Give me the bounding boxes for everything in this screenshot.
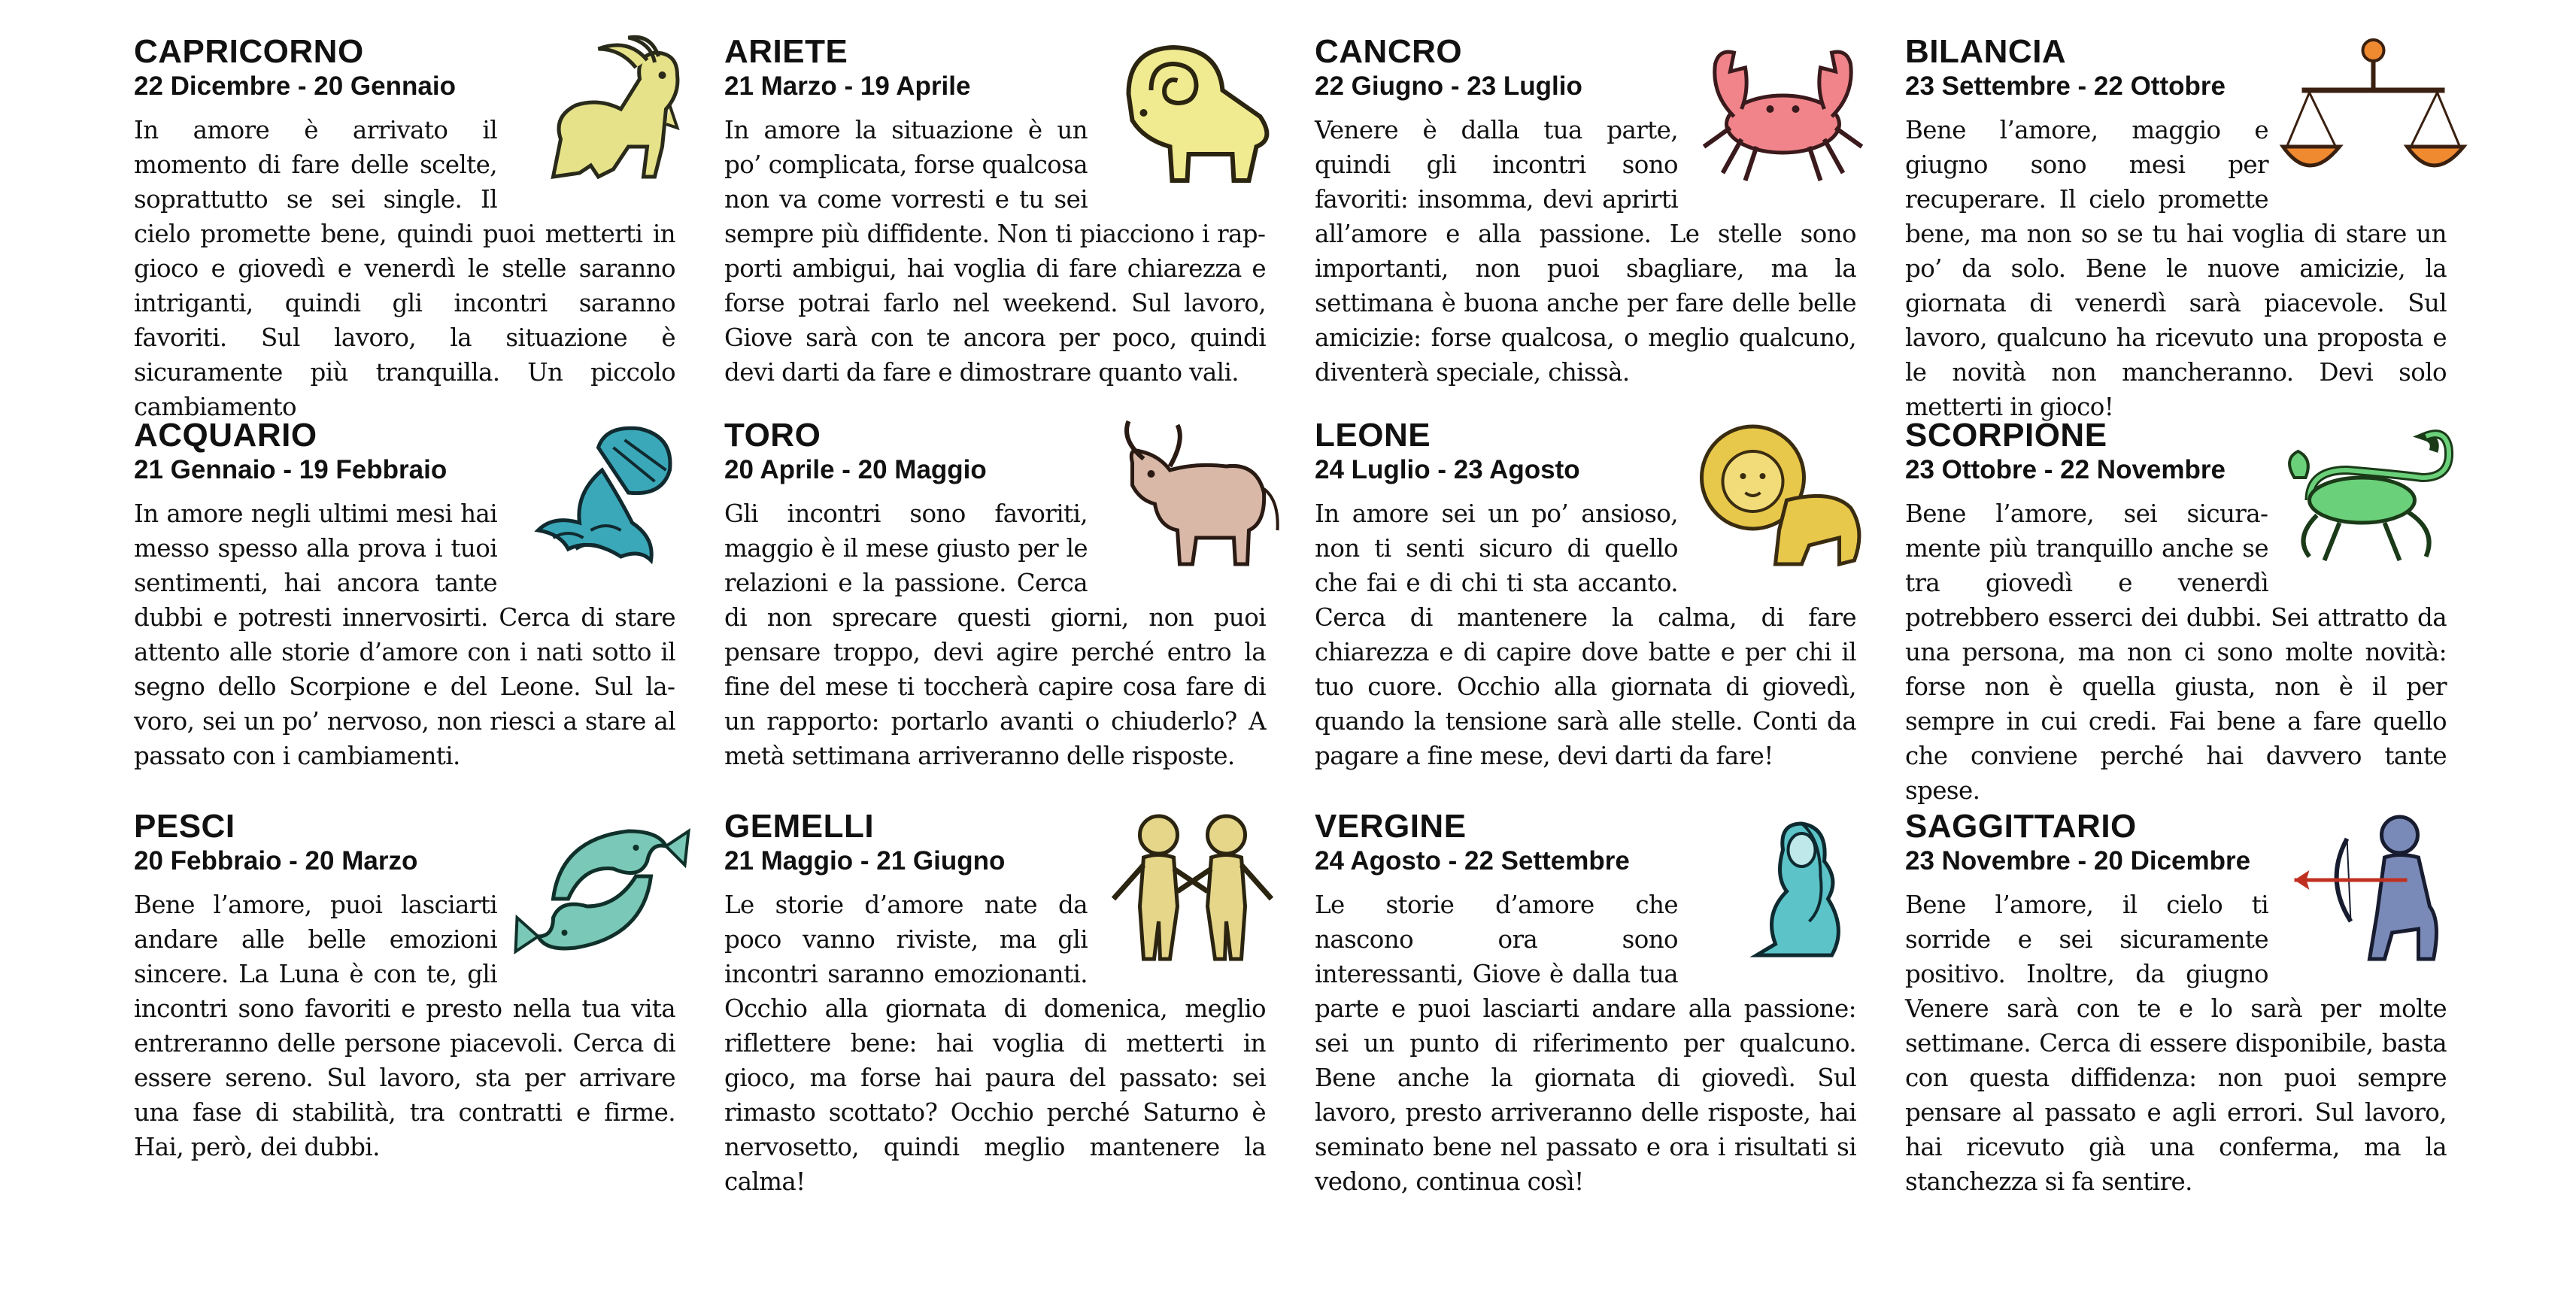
sign-saggittario bbox=[1905, 808, 2447, 1199]
horoscope-grid bbox=[134, 33, 2465, 1199]
sign-title: BILANCIA bbox=[1905, 33, 2067, 70]
sign-dates: 22 Dicembre - 20 Gennaio bbox=[134, 71, 456, 101]
sign-title: SAGGITTARIO bbox=[1905, 808, 2137, 845]
sign-text: Gli incontri sono favoriti, maggio è il mese giusto per le relazioni e la passione. Cerca di non sprecare questi giorni, non puoi pensare troppo, devi agire perché entro la fine del mese ti toccherà capire cosa fare di un rapporto: portarlo avanti o chiuderlo? A metà settimana arriveranno delle risposte. bbox=[724, 499, 1266, 770]
sign-title: ARIETE bbox=[724, 33, 848, 70]
sign-ariete bbox=[724, 33, 1266, 417]
aquarius-icon bbox=[506, 417, 698, 575]
sign-text: Le storie d’amore che nascono ora sono interessanti, Giove è dalla tua parte e puoi lasciarti andare alla passione: sei un punto di riferimento per qualcuno. Bene anche la giornata di giovedì. Sul lavoro, presto arriveranno delle risposte, hai seminato bene nel passato e ora i risultati si vedono, continua così! bbox=[1315, 891, 1856, 1196]
sign-text: Bene l’amore, il cielo ti sorride e sei sicuramente positivo. Inoltre, da giugno Venere sarà con te e lo sarà per molte settimane. Cerca di essere disponibile, basta con questa diffidenza: non puoi sempre pensare al passato e agli errori. Sul lavoro, hai ricevuto già una conferma, ma la stanchezza si fa sentire. bbox=[1905, 891, 2447, 1196]
virgo-icon bbox=[1687, 809, 1879, 967]
sign-title: VERGINE bbox=[1315, 808, 1467, 845]
sign-leone bbox=[1315, 417, 1856, 808]
sign-toro bbox=[724, 417, 1266, 808]
libra-icon bbox=[2277, 34, 2469, 192]
sign-gemelli bbox=[724, 808, 1266, 1199]
sign-text: Venere è dalla tua parte, quindi gli incontri sono favoriti: insomma, devi aprirti all’amore e alla passione. Le stelle sono importanti, non puoi sbagliare, ma la settimana è buona anche per fare delle belle amicizie: forse qualcosa, o meglio qualcuno, diventerà speciale, chissà. bbox=[1315, 116, 1856, 387]
sign-dates: 21 Maggio - 21 Giugno bbox=[724, 846, 1006, 876]
pisces-icon bbox=[506, 809, 698, 967]
sign-title: CAPRICORNO bbox=[134, 33, 364, 70]
sign-text: Le storie d’amore nate da poco vanno riviste, ma gli incontri saranno emozionanti. Occhio alla giornata di domenica, meglio riflettere bene: hai voglia di metterti in gioco, ma forse hai paura del passato: sei rimasto scottato? Occhio perché Saturno è nervosetto, quindi meglio mantenere la calma! bbox=[724, 891, 1266, 1196]
sign-text: Bene l’amore, maggio e giugno sono mesi per recuperare. Il cielo promette bene, ma non so se tu hai voglia di stare un po’ da solo. Bene le nuove amicizie, la giornata di venerdì sarà piacevole. Sul lavoro, qualcuno ha ricevuto una proposta e le novità non mancheranno. Devi solo metterti in gioco! bbox=[1905, 116, 2447, 421]
sign-title: CANCRO bbox=[1315, 33, 1463, 70]
scorpio-icon bbox=[2277, 417, 2469, 575]
sign-scorpione bbox=[1905, 417, 2447, 808]
sign-dates: 21 Gennaio - 19 Febbraio bbox=[134, 455, 448, 484]
sign-title: ACQUARIO bbox=[134, 417, 317, 454]
sagittarius-icon bbox=[2277, 809, 2469, 967]
taurus-icon bbox=[1097, 417, 1288, 575]
sign-dates: 23 Novembre - 20 Dicembre bbox=[1905, 846, 2251, 876]
sign-text: In amore è arrivato il momento di fare delle scelte, soprattutto se sei single. Il cielo promette bene, quindi puoi metterti in gioco e giovedì e venerdì le stelle saranno intriganti, quindi gli incontri saranno favoriti. Sul lavoro, la situazione è sicuramente più tranquilla. Un piccolo cambiamento bbox=[134, 116, 675, 421]
sign-acquario bbox=[134, 417, 675, 808]
sign-title: SCORPIONE bbox=[1905, 417, 2107, 454]
sign-capricorno bbox=[134, 33, 675, 421]
sign-dates: 21 Marzo - 19 Aprile bbox=[724, 71, 971, 101]
sign-dates: 23 Settembre - 22 Ottobre bbox=[1905, 71, 2226, 101]
sign-vergine bbox=[1315, 808, 1856, 1199]
sign-text: Bene l’amore, sei sicuramente più tranquillo anche se tra giovedì e venerdì potrebbero esserci dei dubbi. Sei attratto da una persona, ma non ci sono molte novità: forse non è quella giusta, non è il per sempre in cui credi. Fai bene a fare quello che conviene perché hai davvero tante spese. bbox=[1905, 499, 2447, 805]
cancer-icon bbox=[1687, 34, 1879, 192]
sign-text: In amore la situazione è un po’ complicata, forse qualcosa non va come vorresti e tu sei sempre più diffidente. Non ti piacciono i rapporti ambigui, hai voglia di fare chiarezza e forse potrai farlo nel weekend. Sul lavoro, Giove sarà con te ancora per poco, quindi devi darti da fare e dimostrare quanto vali. bbox=[724, 116, 1266, 387]
capricorn-icon bbox=[506, 34, 698, 192]
sign-title: GEMELLI bbox=[724, 808, 875, 845]
sign-dates: 22 Giugno - 23 Luglio bbox=[1315, 71, 1582, 101]
sign-pesci bbox=[134, 808, 675, 1199]
sign-title: LEONE bbox=[1315, 417, 1431, 454]
sign-title: TORO bbox=[724, 417, 821, 454]
gemini-icon bbox=[1097, 809, 1288, 967]
sign-cancro bbox=[1315, 33, 1856, 417]
sign-title: PESCI bbox=[134, 808, 235, 845]
sign-dates: 23 Ottobre - 22 Novembre bbox=[1905, 455, 2226, 484]
sign-text: In amore negli ultimi mesi hai messo spesso alla prova i tuoi sentimenti, hai ancora tante dubbi e potresti innervosirti. Cerca di stare attento alle storie d’amore con i nati sotto il segno dello Scorpione e del Leone. Sul lavoro, sei un po’ nervoso, non riesci a stare al passato con i cambiamenti. bbox=[134, 499, 675, 770]
sign-text: Bene l’amore, puoi lasciarti andare alle belle emozioni sincere. La Luna è con te, gli incontri sono favoriti e presto nella tua vita entreranno delle persone piacevoli. Cerca di essere sereno. Sul lavoro, sta per arrivare una fase di stabilità, tra contratti e firme. Hai, però, dei dubbi. bbox=[134, 891, 675, 1161]
sign-bilancia bbox=[1905, 33, 2447, 421]
aries-icon bbox=[1097, 34, 1288, 192]
sign-dates: 20 Aprile - 20 Maggio bbox=[724, 455, 987, 484]
sign-text: In amore sei un po’ ansioso, non ti senti sicuro di quello che fai e di chi ti sta accanto. Cerca di mantenere la calma, di fare chiarezza e di capire dove batte e per chi il tuo cuore. Occhio alla giornata di giovedì, quando la tensione sarà alle stelle. Conti da pagare a fine mese, devi darti da fare! bbox=[1315, 499, 1856, 770]
sign-dates: 20 Febbraio - 20 Marzo bbox=[134, 846, 418, 876]
sign-dates: 24 Agosto - 22 Settembre bbox=[1315, 846, 1630, 876]
leo-icon bbox=[1687, 417, 1879, 575]
sign-dates: 24 Luglio - 23 Agosto bbox=[1315, 455, 1580, 484]
